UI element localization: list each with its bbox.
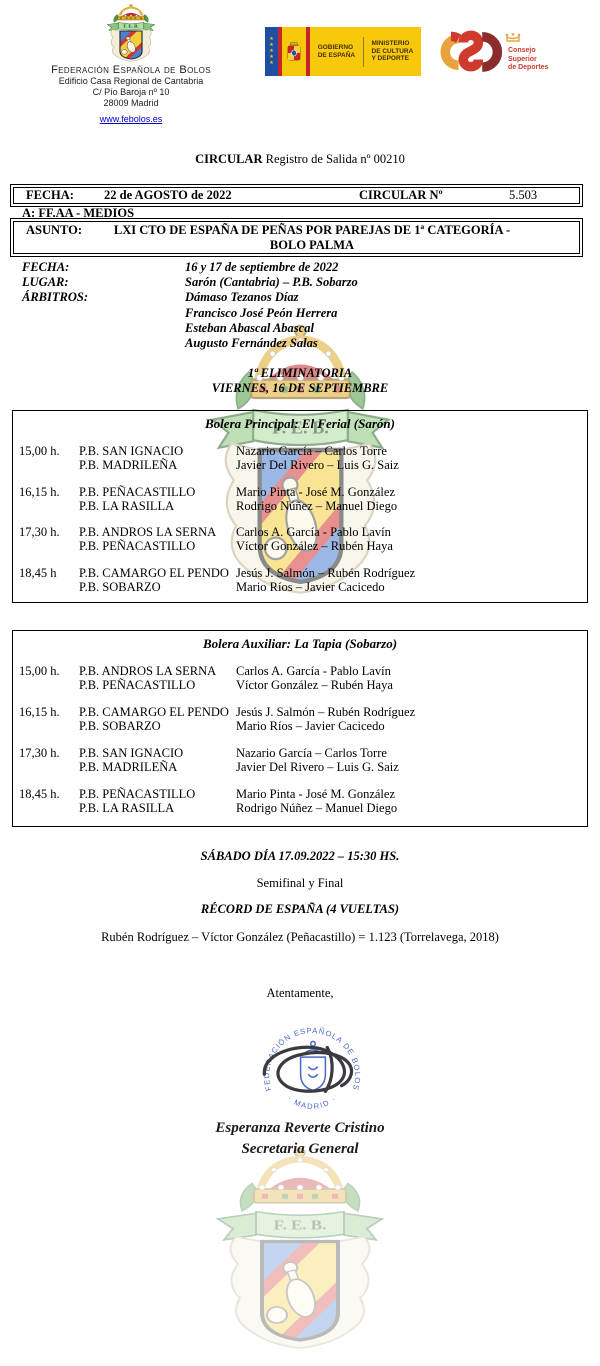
address-line-3: 28009 Madrid: [103, 98, 159, 108]
closing-line: Atentamente,: [266, 986, 334, 1000]
match-row: [13, 664, 587, 694]
match-time: 16,15 h.: [19, 705, 60, 719]
detail-lugar-label: LUGAR:: [22, 275, 69, 290]
detail-fecha-value: 16 y 17 de septiembre de 2022: [185, 260, 339, 274]
players: Javier Del Rivero – Luis G. Saiz: [236, 760, 399, 775]
players: Mario Pinta - José M. González: [236, 787, 395, 801]
match-row: [13, 705, 587, 735]
bolera-title: Bolera Auxiliar: La Tapia (Sobarzo): [202, 636, 398, 651]
match-time: 16,15 h.: [19, 485, 60, 499]
match-row: [13, 444, 587, 474]
event-details: [22, 260, 358, 351]
detail-lugar-value: Sarón (Cantabria) – P.B. Sobarzo: [185, 275, 358, 290]
players: Mario Ríos – Javier Cacicedo: [236, 580, 385, 595]
document-title: CIRCULAR Registro de Salida nº 00210: [195, 152, 405, 166]
match-time: 18,45 h.: [19, 787, 60, 801]
eliminatoria-heading: 1ª ELIMINATORIA VIERNES, 16 DE SEPTIEMBRE: [211, 366, 389, 395]
detail-arbitros-label: ÁRBITROS:: [22, 290, 88, 305]
match-row: [13, 566, 587, 596]
asunto-label: ASUNTO:: [26, 223, 83, 237]
team: P.B. ANDROS LA SERNA: [79, 525, 217, 539]
csd-crown-icon: [504, 33, 522, 42]
schedule-table-principal: [12, 410, 588, 603]
players: Carlos A. García - Pablo Lavín: [236, 525, 391, 539]
referee: Dámaso Tezanos Díaz: [185, 290, 299, 305]
address-line-1: Edificio Casa Regional de Cantabria: [58, 76, 204, 86]
team: P.B. SOBARZO: [79, 580, 161, 595]
match-row: [13, 787, 587, 817]
team: P.B. LA RASILLA: [79, 499, 175, 514]
logo-divider: [363, 37, 364, 67]
spain-coat-of-arms-icon: [282, 27, 306, 76]
team: P.B. PEÑACASTILLO: [79, 787, 196, 801]
csd-logo: [432, 28, 558, 74]
match-time: 15,00 h.: [19, 664, 60, 678]
players: Mario Ríos – Javier Cacicedo: [236, 719, 385, 734]
eu-stars-strip: ★ ★ ★ ★ ★: [265, 27, 278, 76]
circular-label: CIRCULAR Nº: [359, 188, 443, 202]
fecha-label: FECHA:: [26, 188, 74, 202]
handwritten-signature: [264, 1047, 351, 1091]
gobierno-text: GOBIERNO DE ESPAÑA: [317, 44, 356, 59]
semifinal-line: Semifinal y Final: [256, 876, 344, 890]
team: P.B. PEÑACASTILLO: [79, 485, 196, 499]
match-time: 15,00 h.: [19, 444, 60, 458]
team: P.B. MADRILEÑA: [79, 760, 178, 775]
stamp-madrid-text: · MADRID ·: [286, 1093, 338, 1111]
players: Rodrigo Núñez – Manuel Diego: [236, 499, 398, 514]
match-time: 17,30 h.: [19, 746, 60, 760]
address-line-2: C/ Pío Baroja nº 10: [92, 87, 170, 97]
team: P.B. CAMARGO EL PENDO: [79, 705, 229, 719]
players: Víctor González – Rubén Haya: [236, 678, 393, 693]
ministerio-text: MINISTERIO DE CULTURA Y DEPORTE: [371, 40, 414, 63]
stamp-ring-text: FEDERACIÓN ESPAÑOLA DE BOLOS: [262, 1025, 363, 1092]
team: P.B. CAMARGO EL PENDO: [79, 566, 229, 580]
feb-crest-logo: [102, 3, 160, 65]
match-time: 17,30 h.: [19, 525, 60, 539]
players: Jesús J. Salmón – Rubén Rodríguez: [236, 705, 416, 719]
team: P.B. PEÑACASTILLO: [79, 539, 196, 554]
players: Rodrigo Núñez – Manuel Diego: [236, 801, 398, 816]
svg-text:· MADRID ·: [286, 1094, 338, 1111]
team: P.B. PEÑACASTILLO: [79, 678, 196, 693]
circular-number: 5.503: [509, 188, 538, 202]
info-row-asunto: [10, 218, 583, 257]
players: Nazario García – Carlos Torre: [236, 746, 387, 760]
players: Mario Pinta - José M. González: [236, 485, 395, 499]
record-value: Rubén Rodríguez – Víctor González (Peñacastillo) = 1.123 (Torrelavega, 2018): [101, 930, 499, 944]
players: Carlos A. García - Pablo Lavín: [236, 664, 391, 678]
team: P.B. LA RASILLA: [79, 801, 175, 816]
saturday-heading: SÁBADO DÍA 17.09.2022 – 15:30 HS.: [200, 849, 400, 863]
signer-name: Esperanza Reverte Cristino: [215, 1120, 385, 1136]
bolera-title: Bolera Principal: El Ferial (Sarón): [205, 416, 395, 431]
referee: Esteban Abascal Abascal: [185, 320, 314, 335]
csd-mark-icon: [432, 29, 504, 73]
team: P.B. SAN IGNACIO: [79, 444, 184, 458]
match-row: [13, 746, 587, 776]
match-row: [13, 525, 587, 555]
record-heading: RÉCORD DE ESPAÑA (4 VUELTAS): [200, 902, 400, 916]
official-stamp: [251, 1018, 375, 1120]
players: Jesús J. Salmón – Rubén Rodríguez: [236, 566, 416, 580]
team: P.B. MADRILEÑA: [79, 458, 178, 473]
org-name: Federación Española de Bolos: [51, 64, 211, 76]
feb-crest-watermark-bottom: [200, 1143, 400, 1361]
asunto-text: LXI CTO DE ESPAÑA DE PEÑAS POR PAREJAS DE 1ª CATEGORÍA - BOLO PALMA: [113, 223, 511, 252]
signer-title: Secretaria General: [241, 1141, 359, 1157]
csd-name-text: Consejo Superior de Deportes: [508, 47, 549, 72]
referee: Francisco José Peón Herrera: [185, 305, 338, 320]
info-row-fecha: [10, 184, 583, 207]
team: P.B. SOBARZO: [79, 719, 161, 734]
match-row: [13, 485, 587, 515]
team: P.B. ANDROS LA SERNA: [79, 664, 217, 678]
referee: Augusto Fernández Salas: [185, 336, 318, 351]
website-link[interactable]: www.febolos.es: [99, 114, 163, 124]
letterhead-block: [18, 64, 244, 127]
schedule-table-auxiliar: [12, 630, 588, 827]
team: P.B. SAN IGNACIO: [79, 746, 184, 760]
gobierno-espana-logo: [265, 27, 421, 76]
players: Nazario García – Carlos Torre: [236, 444, 387, 458]
detail-fecha-label: FECHA:: [22, 260, 70, 274]
recipients-line: A: FF.AA - MEDIOS: [22, 206, 135, 220]
players: Javier Del Rivero – Luis G. Saiz: [236, 458, 399, 473]
fecha-value: 22 de AGOSTO de 2022: [104, 188, 232, 202]
signature-block: [0, 1118, 600, 1160]
match-time: 18,45 h: [19, 566, 57, 580]
players: Víctor González – Rubén Haya: [236, 539, 393, 554]
